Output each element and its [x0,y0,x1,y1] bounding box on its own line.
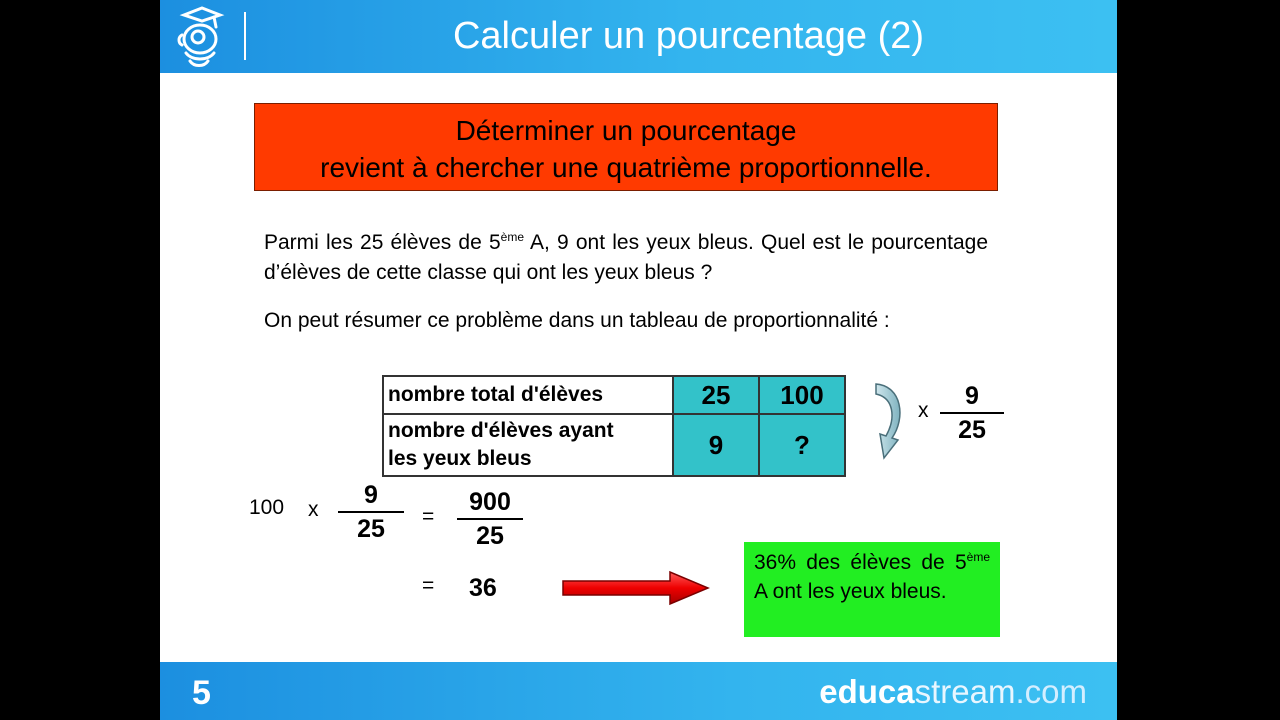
cell-total-100: 100 [759,376,845,414]
table-row [383,414,845,476]
calc-fraction-2 [457,488,523,550]
cell-blue-9: 9 [673,414,759,476]
fraction-bar [457,518,523,520]
multiplier-denominator: 25 [958,416,986,444]
problem-part-2: A, 9 ont les yeux bleus. Quel est le pourcentage d’élèves de cette classe qui ont les yeux bleus ? [264,231,988,284]
calc-fraction-1 [338,481,404,543]
right-arrow-icon [562,570,710,606]
conclusion-superscript: ème [966,550,990,564]
row2-label [383,414,673,476]
row1-label: nombre total d'élèves [383,376,673,414]
cell-unknown: ? [759,414,845,476]
multiplier-fraction [940,382,1004,444]
problem-part-1: Parmi les 25 élèves de 5 [264,231,501,254]
calc-fraction-1-denominator: 25 [357,515,385,543]
row2-label-line-2: les yeux bleus [388,447,532,470]
conclusion-box [744,542,1000,637]
calc-equals-1: = [422,505,435,528]
calc-times: x [308,498,319,521]
header-bar [160,0,1117,73]
intro-text: On peut résumer ce problème dans un tableau de proportionnalité : [264,309,890,332]
conclusion-part-1: 36% des élèves de 5 [754,551,967,574]
table-row [383,376,845,414]
multiplier-times: x [918,399,929,422]
calc-hundred: 100 [249,496,285,519]
page-number: 5 [192,674,211,712]
proportion-table [382,375,846,477]
multiplier-numerator: 9 [965,382,979,410]
footer-bar [160,662,1117,720]
brand-logo [819,672,1087,712]
row2-label-line-1: nombre d'élèves ayant [388,419,614,442]
definition-line-1: Déterminer un pourcentage [455,115,797,146]
curved-arrow-icon [872,378,908,462]
calc-fraction-2-numerator: 900 [469,488,511,516]
calc-fraction-1-numerator: 9 [364,481,378,509]
brand-part-2: stream [914,673,1016,710]
cell-total-25: 25 [673,376,759,414]
slide-title: Calculer un pourcentage (2) [452,15,925,57]
brand-part-3: .com [1015,673,1087,710]
owl-mascot-logo [174,5,234,71]
definition-box [254,103,998,191]
calc-equals-2: = [422,574,435,597]
conclusion-part-2: A ont les yeux bleus. [754,580,947,603]
header-separator [244,12,246,60]
problem-statement [264,228,988,288]
brand-part-1: educa [819,673,915,710]
fraction-bar [338,511,404,513]
calc-fraction-2-denominator: 25 [476,522,504,550]
definition-line-2: revient à chercher une quatrième proportionnelle. [320,152,932,183]
problem-superscript: ème [500,230,524,244]
slide [160,0,1117,720]
fraction-bar [940,412,1004,414]
calc-result: 36 [469,574,497,602]
